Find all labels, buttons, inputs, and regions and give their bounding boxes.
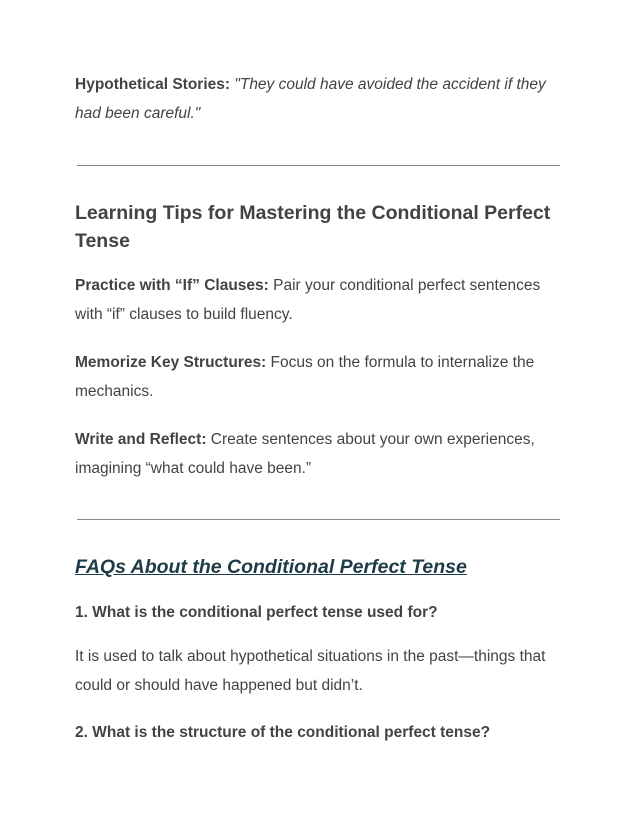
faq-question-1: 1. What is the conditional perfect tense used for? xyxy=(75,604,438,621)
learning-tips-heading: Learning Tips for Mastering the Conditional Perfect Tense xyxy=(75,202,551,252)
hypothetical-stories-label: Hypothetical Stories: xyxy=(75,76,231,93)
faqs-heading-link[interactable]: FAQs About the Conditional Perfect Tense xyxy=(75,556,467,578)
faq-answer-1: It is used to talk about hypothetical situations in the past—things that could or should have happened but didn’t. xyxy=(75,648,546,694)
tip-write-paragraph xyxy=(75,425,565,483)
hypothetical-stories-paragraph xyxy=(75,70,565,128)
hypothetical-stories-example: "They could have avoided the accident if they had been careful." xyxy=(75,76,546,122)
tip-write-label: Write and Reflect: xyxy=(75,431,207,448)
tip-write-text: Create sentences about your own experiences, imagining “what could have been.” xyxy=(75,431,535,477)
tip-practice-text: Pair your conditional perfect sentences with “if” clauses to build fluency. xyxy=(75,277,541,323)
tip-practice-label: Practice with “If” Clauses: xyxy=(75,277,269,294)
tip-memorize-paragraph xyxy=(75,348,565,406)
tip-memorize-text: Focus on the formula to internalize the mechanics. xyxy=(75,354,535,400)
faq-question-2: 2. What is the structure of the conditional perfect tense? xyxy=(75,724,491,741)
tip-practice-paragraph xyxy=(75,271,565,329)
section-divider xyxy=(77,165,560,166)
section-divider xyxy=(77,519,560,520)
tip-memorize-label: Memorize Key Structures: xyxy=(75,354,267,371)
